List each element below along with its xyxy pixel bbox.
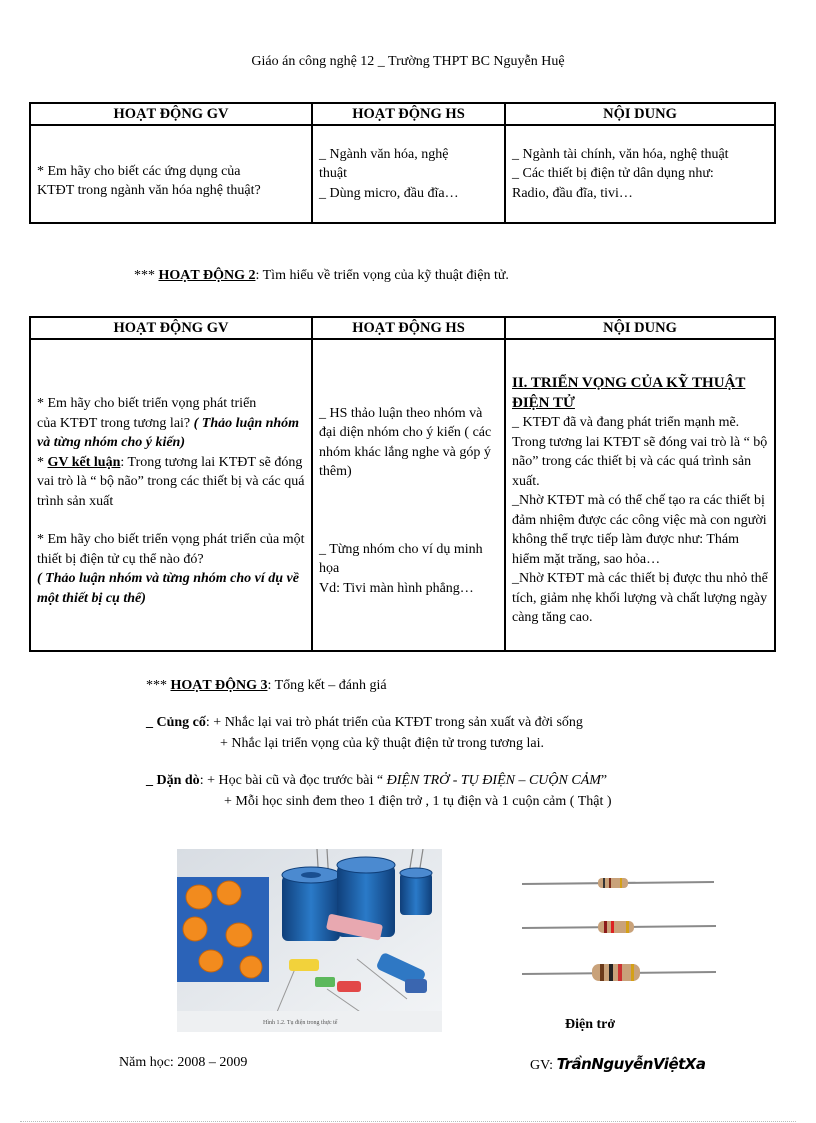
gv-line: * Em hãy cho biết các ứng dụng của — [37, 163, 241, 179]
col-header-hs: HOẠT ĐỘNG HS — [312, 317, 505, 339]
activity-3-heading — [146, 678, 387, 694]
gv-q1-line: của KTĐT trong tương lai? — [37, 415, 191, 431]
resistor-illustration — [518, 866, 720, 994]
col-header-gv: HOẠT ĐỘNG GV — [30, 317, 312, 339]
bullet: * — [37, 454, 48, 470]
cung-co-line-2: + Nhắc lại triển vọng của kỹ thuật điện tử trong tương lai. — [220, 736, 545, 751]
nd-line: _ Ngành tài chính, văn hóa, nghệ thuật — [512, 146, 729, 162]
dan-do-line-1 — [146, 773, 607, 789]
next-lesson-title: ĐIỆN TRỞ - TỤ ĐIỆN – CUỘN CẢM — [383, 773, 601, 788]
gv-conclusion-label: GV kết luận — [47, 454, 121, 470]
school-year: Năm học: 2008 – 2009 — [119, 1055, 248, 1070]
hs-line: thuật — [319, 166, 347, 182]
hs-item: _ Từng nhóm cho ví dụ minh họa — [319, 541, 483, 577]
nd-item: _Nhờ KTĐT mà các thiết bị được thu nhỏ thể tích, giảm nhẹ khối lượng và chất lượng ngày càng tăng cao. — [512, 571, 768, 626]
gv-cell — [30, 339, 312, 651]
section-title: II. TRIỂN VỌNG CỦA KỸ THUẬT ĐIỆN TỬ — [512, 375, 746, 411]
page-header: Giáo án công nghệ 12 _ Trường THPT BC Nguyễn Huệ — [251, 54, 565, 69]
capacitor-illustration — [177, 849, 442, 1032]
hs-item: _ HS thảo luận theo nhóm và đại diện nhóm cho ý kiến ( các nhóm khác lắng nghe và góp ý thêm) — [319, 405, 492, 480]
hs-cell — [312, 339, 505, 651]
capacitor-caption: Hình 1.2. Tụ điện trong thực tế — [263, 1020, 338, 1026]
gv-q2: * Em hãy cho biết triển vọng phát triển của một thiết bị điện tử cụ thể nào đó? — [37, 532, 305, 567]
gv-line: KTĐT trong ngành văn hóa nghệ thuật? — [37, 183, 261, 198]
activity-table-2 — [29, 316, 776, 652]
gv-q1-line: * Em hãy cho biết triển vọng phát triển — [37, 396, 257, 411]
hs-line: _ Dùng micro, đầu đĩa… — [319, 185, 459, 201]
activity-2-text: : Tìm hiểu về triển vọng của kỹ thuật điện tử. — [255, 268, 509, 283]
gv-label: GV: — [530, 1058, 554, 1073]
nd-item: _Nhờ KTĐT mà có thể chế tạo ra các thiết bị đảm nhiệm được các công việc mà con người không thể trực tiếp làm được như: Thám hiểm mặt trăng, sao hỏa… — [512, 493, 767, 567]
quote-close: ” — [600, 773, 608, 788]
activity-table-1 — [29, 102, 776, 224]
hs-line: _ Ngành văn hóa, nghệ — [319, 146, 449, 162]
stars: *** — [134, 268, 155, 283]
nd-cell — [505, 125, 775, 223]
hs-cell — [312, 125, 505, 223]
nd-line: Radio, đầu đĩa, tivi… — [512, 185, 633, 201]
resistor-photo — [518, 866, 720, 994]
gv-cell — [30, 125, 312, 223]
nd-cell — [505, 339, 775, 651]
gv-conclusion-text: : Trong tương lai KTĐT sẽ đóng vai trò là “ bộ não” trong các thiết bị và các quá trình sản xuất — [37, 454, 305, 509]
teacher-signature: TrầnNguyễnViệtXa — [556, 1055, 706, 1073]
activity-2-heading — [134, 268, 509, 284]
cung-co-line-1 — [146, 715, 583, 731]
col-header-nd: NỘI DUNG — [505, 317, 775, 339]
dan-do-text: : + Học bài cũ và đọc trước bài “ — [199, 773, 384, 788]
col-header-nd: NỘI DUNG — [505, 103, 775, 125]
hs-item: Vd: Tivi màn hình phẳng… — [319, 580, 474, 596]
cung-co-label: _ Củng cố — [146, 715, 206, 730]
stars: *** — [146, 678, 167, 693]
activity-3-title: HOẠT ĐỘNG 3 — [170, 678, 268, 693]
capacitor-photo — [177, 849, 442, 1032]
nd-item: _ KTĐT đã và đang phát triển mạnh mẽ. Trong tương lai KTĐT sẽ đóng vai trò là “ bộ não” trong các thiết bị và các quá trình sản xuất. — [512, 415, 768, 489]
resistor-caption: Điện trở — [565, 1017, 616, 1032]
cung-co-text: : + Nhắc lại vai trò phát triển của KTĐT trong sản xuất và đời sống — [205, 715, 583, 730]
gv-q1-note: ( Thảo luận nhóm và từng nhóm cho ý kiến) — [37, 415, 300, 450]
activity-2-title: HOẠT ĐỘNG 2 — [158, 268, 256, 283]
nd-line: _ Các thiết bị điện tử dân dụng như: — [512, 166, 714, 182]
teacher-signature-line — [530, 1055, 705, 1074]
activity-3-text: : Tổng kết – đánh giá — [267, 678, 387, 693]
gv-q2-note: ( Thảo luận nhóm và từng nhóm cho ví dụ về một thiết bị cụ thể) — [37, 571, 299, 606]
dan-do-label: _ Dặn dò — [146, 773, 200, 788]
col-header-hs: HOẠT ĐỘNG HS — [312, 103, 505, 125]
dan-do-line-2: + Mỗi học sinh đem theo 1 điện trở , 1 tụ điện và 1 cuộn cảm ( Thật ) — [224, 794, 612, 809]
page-bottom-divider — [20, 1121, 796, 1122]
col-header-gv: HOẠT ĐỘNG GV — [30, 103, 312, 125]
